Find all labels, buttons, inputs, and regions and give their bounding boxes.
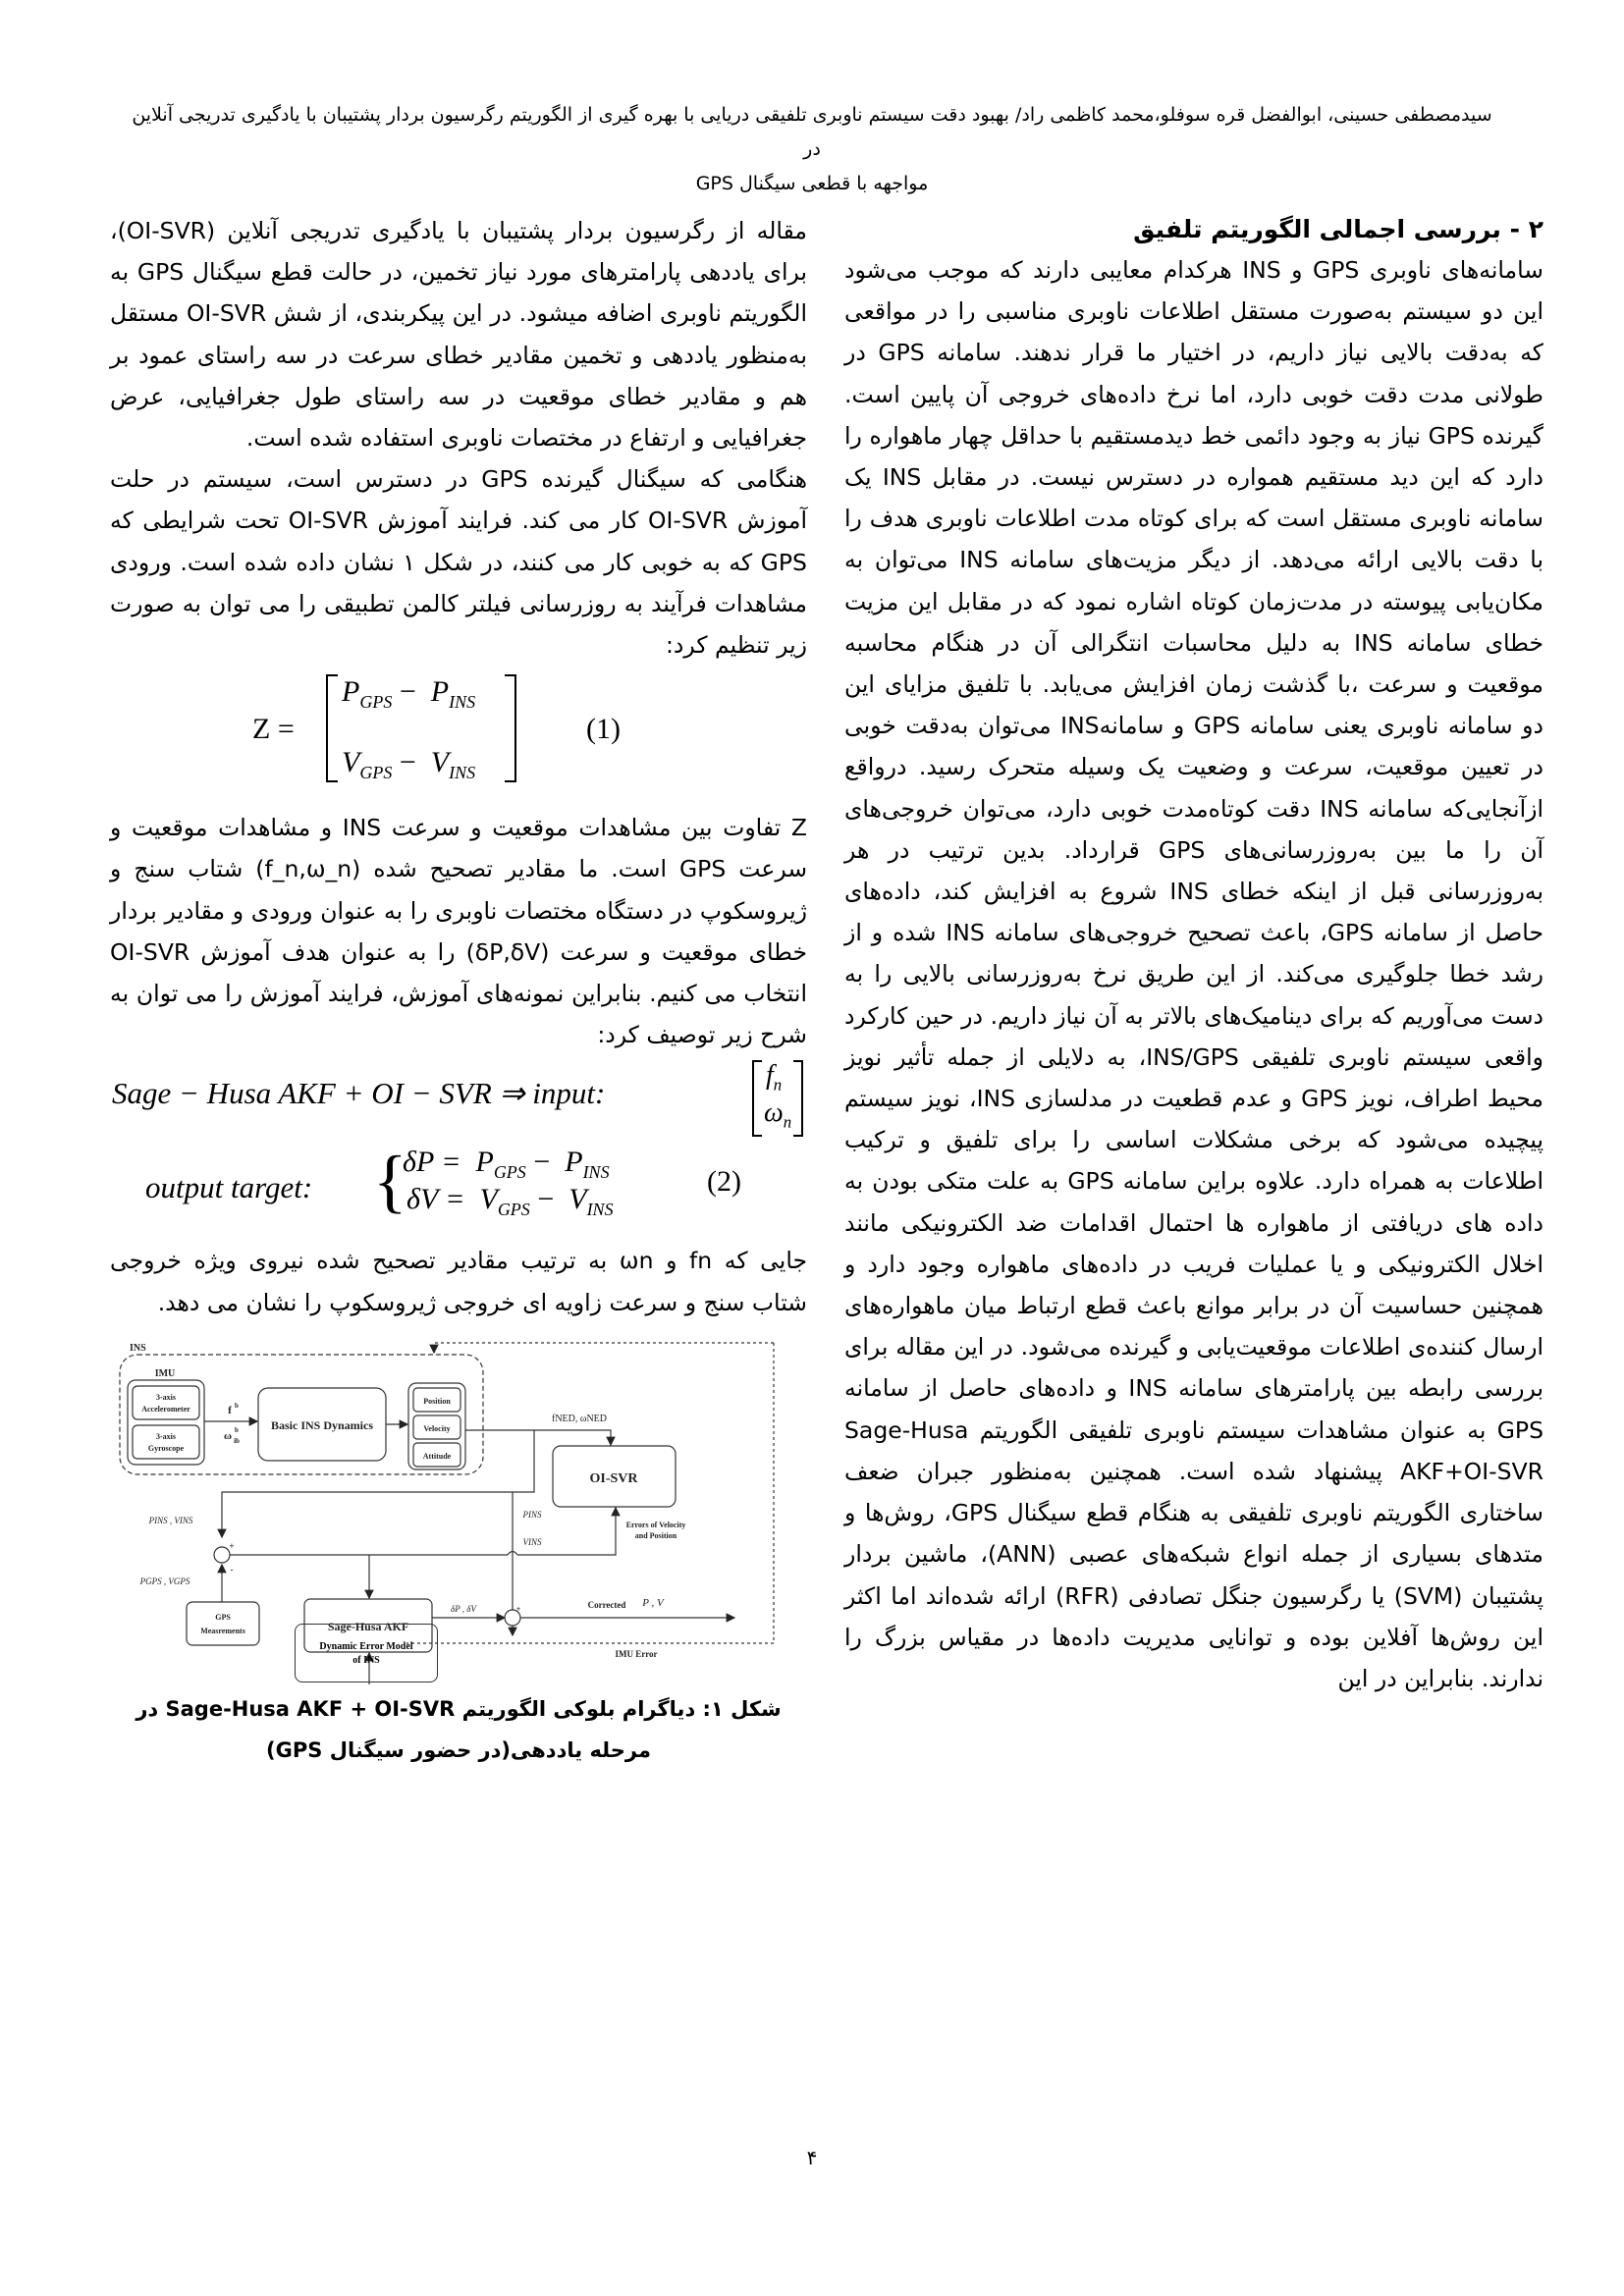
equation-1 bbox=[110, 669, 807, 785]
dynamic-error-model-box bbox=[295, 1624, 438, 1682]
label-accel-2: Accelerometer bbox=[141, 1404, 190, 1414]
eq1-row1-a: P bbox=[342, 675, 360, 709]
label-wib-sub: ib bbox=[234, 1436, 240, 1445]
eq1-row1-b-sub: INS bbox=[449, 692, 476, 713]
eq1-row2-a: V bbox=[342, 746, 360, 779]
figure-caption bbox=[110, 1688, 807, 1771]
eq2-input-f-sub: n bbox=[773, 1076, 783, 1095]
eq2-input-right-bracket bbox=[791, 1059, 805, 1138]
label-fned: fNED, ωNED bbox=[551, 1413, 608, 1424]
eq2-input-f: f bbox=[766, 1060, 774, 1092]
label-corrected: Corrected bbox=[587, 1599, 626, 1610]
errors-line bbox=[230, 1508, 616, 1555]
eq2-dv-b: V bbox=[568, 1183, 587, 1216]
eq1-right-bracket bbox=[503, 673, 518, 783]
imu-error-feedback-line bbox=[406, 1343, 774, 1643]
label-wib-sup: b bbox=[235, 1425, 239, 1434]
eq2-dv-line bbox=[406, 1179, 614, 1230]
eq1-lhs: Z = bbox=[252, 713, 295, 746]
label-vins: VINS bbox=[522, 1536, 542, 1547]
gps-measurements-box bbox=[187, 1602, 259, 1645]
right-column bbox=[844, 210, 1543, 1699]
eq1-row1-a-sub: GPS bbox=[359, 692, 393, 713]
eq2-dp-b: P bbox=[565, 1146, 583, 1179]
label-pgps-vgps: PGPS , VGPS bbox=[139, 1575, 190, 1586]
eq2-number: (2) bbox=[707, 1165, 741, 1199]
label-dyn-err-2: of INS bbox=[352, 1654, 380, 1666]
accelerometer-box bbox=[133, 1386, 199, 1419]
label-plus-1: + bbox=[229, 1540, 235, 1551]
body-paragraph: سامانه‌های ناوبری GPS و INS هرکدام معایبی دارند که موجب می‌شود این دو سیستم به‌صورت مستقل اطلاعات ناوبری مناسبی را در مواقعی که به‌دقت بالایی نیاز داریم، در اختیار ما قرار ندهند. سامانه GPS در طولانی مدت دقت خوبی دارد، اما نرخ داده‌های خروجی آن پایین است. گیرنده GPS نیاز به وجود دائمی خط دیدمستقیم با حداقل چهار ماهواره را دارد که این دید مستقیم همواره در دسترس نیست. در مقابل INS یک سامانه ناوبری مستقل است که برای کوتاه مدت اطلاعات ناوبری هدف را با دقت بالایی ارائه می‌دهد. از دیگر مزیت‌های سامانه INS می‌توان به مکان‌یابی پیوسته در مدت‌زمان کوتاه اشاره نمود که در مقابل این مزیت خطای سامانه INS به دلیل محاسبات انتگرالی آن در هنگام محاسبه موقعیت و سرعت ،با گذشت زمان افزایش می‌یابد. با تلفیق مزایای این دو سامانه ناوبری یعنی سامانه GPS و سامانهINS می‌توان به‌دقت خوبی در تعیین موقعیت، سرعت و وضعیت یک وسیله متحرک رسید. درواقع ازآنجایی‌که سامانه INS دقت کوتاه‌مدت خوبی دارد، می‌توان خروجی‌های آن را ما بین به‌روزرسانی‌های GPS قرارداد. بدین ترتیب در هر به‌روزرسانی قبل از اینکه خطای INS شروع به افزایش کند، داده‌های حاصل از سامانه GPS، باعث تصحیح خروجی‌های سامانه INS شده و از رشد خطا جلوگیری می‌کند. از این طریق نرخ به‌روزرسانی بالایی را به دست می‌آوریم که برای دینامیک‌های بالاتر به آن نیاز داریم. در حین کارکرد واقعی سیستم ناوبری تلفیقی INS/GPS، به دلایلی از جمله تأثیر نویز محیط اطراف، نویز GPS و عدم قطعیت در مدلسازی INS، نویز سیستم پیچیده می‌شود که برخی مشکلات اساسی را برای تلفیق و ترکیب اطلاعات به همراه دارد. علاوه براین سامانه GPS به علت متکی بودن به داده های دریافتی از ماهواره ها احتمال اقدامات ضد الکترونیکی مانند اخلال الکترونیکی و یا عملیات فریب در داده‌های ماهواره وجود دارد و همچنین حساسیت آن در برابر موانع باعث قطع ارتباط میان ماهواره‌های ارسال کننده‌ی اطلاعات موقعیت‌یابی و گیرنده می‌شود. در این مقاله برای بررسی رابطه بین پارامترهای سامانه INS و داده‌های حاصل از سامانه GPS به عنوان مشاهدات سیستم ناوبری تلفیقی الگوریتم Sage-Husa AKF+OI-SVR پیشنهاد شده است. همچنین به‌منظور جبران ضعف ساختاری الگوریتم ناوبری تلفیقی به هنگام قطع سیگنال GPS، روش‌ها و متدهای بسیاری از جمله انواع شبکه‌های عصبی (ANN)، ماشین بردار پشتیبان (SVM) یا رگرسیون جنگل تصادفی (RFR) ارائه شده‌اند اما اکثر این روش‌ها آفلاین بوده و توانایی مدیریت داده‌ها در مقیاس بزرگ را ندارند. بنابراین در این bbox=[844, 256, 1544, 1692]
label-wib: ω bbox=[223, 1429, 233, 1442]
running-header bbox=[128, 98, 1496, 201]
body-paragraph-4: جایی که fn و ωn به ترتیب مقادیر تصحیح شده نیروی ویژه خروجی شتاب سنج و سرعت زاویه ای خروجی ژیروسکوپ را نشان می دهد. bbox=[110, 1247, 807, 1316]
label-imu-error: IMU Error bbox=[615, 1648, 658, 1659]
equation-2 bbox=[110, 1057, 807, 1240]
pva-to-oisvr-arrow bbox=[465, 1430, 611, 1445]
label-imu: IMU bbox=[154, 1367, 176, 1379]
label-fb: f bbox=[228, 1404, 232, 1416]
label-sage-husa: Sage-Husa AKF bbox=[327, 1619, 409, 1633]
eq1-row1-op: − bbox=[399, 675, 416, 709]
eq2-dp-op: − bbox=[533, 1146, 551, 1179]
eq2-dp-a-sub: GPS bbox=[493, 1162, 526, 1183]
eq1-row2-a-sub: GPS bbox=[359, 763, 393, 783]
eq2-dv-a: V bbox=[479, 1183, 498, 1216]
eq1-row2-op: − bbox=[399, 746, 416, 779]
eq2-input-bottom bbox=[764, 1093, 791, 1144]
label-accel-1: 3-axis bbox=[156, 1392, 176, 1402]
body-paragraph-2: هنگامی که سیگنال گیرنده GPS در دسترس است، سیستم در حلت آموزش OI-SVR کار می کند. فرایند آموزش OI-SVR تحت شرایطی که GPS که به خوبی کار می کنند، در شکل ۱ نشان داده شده است. ورودی مشاهدات فرآیند به روزرسانی فیلتر کالمن تطبیقی را می توان به صورت زیر تنظیم کرد: bbox=[110, 465, 808, 660]
label-velocity: Velocity bbox=[423, 1423, 451, 1433]
gyroscope-box bbox=[133, 1425, 199, 1459]
eq2-dv-b-sub: INS bbox=[586, 1200, 614, 1220]
block-diagram-svg bbox=[110, 1341, 807, 1684]
eq1-number: (1) bbox=[586, 713, 621, 746]
running-header-line1: سیدمصطفی حسینی، ابوالفضل قره سوفلو،محمد کاظمی راد/ بهبود دقت سیستم ناوبری تلفیقی دریایی با بهره گیری از الگوریتم رگرسیون بردار پشتیبان با یادگیری تدریجی آنلاین در bbox=[132, 104, 1492, 160]
figure-caption-line2: مرحله یاددهی(در حضور سیگنال GPS) bbox=[266, 1737, 651, 1762]
eq2-input-omega: ω bbox=[764, 1097, 784, 1129]
eq2-dp-b-sub: INS bbox=[582, 1162, 610, 1183]
eq2-dp-lhs: δP = bbox=[403, 1146, 461, 1179]
label-fb-sup: b bbox=[235, 1401, 239, 1410]
pins-vins-line bbox=[222, 1430, 534, 1537]
running-header-line2: مواجهه با قطعی سیگنال GPS bbox=[695, 173, 929, 194]
label-ins: INS bbox=[130, 1342, 146, 1354]
eq2-dv-lhs: δV = bbox=[406, 1183, 465, 1216]
eq2-dv-op: − bbox=[537, 1183, 555, 1216]
body-paragraph-3: Z تفاوت بین مشاهدات موقعیت و سرعت INS و مشاهدات موقعیت و سرعت GPS است. ما مقادیر تصحیح شده (f_n,ω_n) شتاب سنج و ژیروسکوپ در دستگاه مختصات ناوبری را به عنوان ورودی و مقادیر بردار خطای موقعیت و سرعت (δP,δV) را به عنوان هدف آموزش OI-SVR انتخاب می کنیم. بنابراین نمونه‌های آموزش، فرایند آموزش را می توان به شرح زیر توصیف کرد: bbox=[110, 814, 808, 1049]
eq2-dp-a: P bbox=[475, 1146, 494, 1179]
figure-caption-line1: شکل ۱: دیاگرام بلوکی الگوریتم Sage-Husa AKF + OI-SVR در bbox=[135, 1696, 782, 1721]
label-errors-2: and Position bbox=[634, 1530, 677, 1540]
label-basic-ins: Basic INS Dynamics bbox=[270, 1417, 374, 1432]
label-errors-1: Errors of Velocity bbox=[625, 1520, 686, 1529]
label-plus-2: + bbox=[515, 1604, 521, 1614]
eq2-line1: Sage − Husa AKF + OI − SVR ⇒ input: bbox=[112, 1076, 606, 1111]
eq1-left-bracket bbox=[324, 673, 340, 783]
label-gps-meas-2: Measrements bbox=[200, 1626, 245, 1635]
left-column bbox=[110, 210, 807, 1771]
eq2-input-left-bracket bbox=[750, 1059, 764, 1138]
eq1-row2-b: V bbox=[430, 746, 450, 779]
eq2-output-label: output target: bbox=[145, 1170, 313, 1205]
eq1-row1 bbox=[342, 671, 475, 722]
body-paragraph-1: مقاله از رگرسیون بردار پشتیبان با یادگیری تدریجی آنلاین (OI-SVR)، برای یاددهی پارامترهای مورد نیاز تخمین، در حالت قطع سیگنال GPS به الگوریتم ناوبری اضافه میشود. در این پیکربندی، از شش OI-SVR مستقل به‌منظور یاددهی و تخمین مقادیر خطای سرعت در سه راستای عمود بر هم و مقادیر خطای موقعیت در سه راستای طول جغرافیایی، عرض جغرافیایی و ارتفاع در مختصات ناوبری استفاده شده است. bbox=[110, 217, 807, 453]
label-pins-vins: PINS , VINS bbox=[148, 1515, 193, 1525]
eq2-input-omega-sub: n bbox=[783, 1113, 792, 1133]
page-number: ۴ bbox=[806, 2146, 818, 2169]
label-dp-dv: δP , δV bbox=[451, 1603, 476, 1614]
eq1-row2 bbox=[342, 742, 475, 793]
label-gyro-1: 3-axis bbox=[156, 1431, 176, 1441]
label-oisvr: OI-SVR bbox=[589, 1470, 638, 1486]
label-gyro-2: Gyroscope bbox=[147, 1443, 185, 1453]
summing-junction-1 bbox=[214, 1547, 230, 1563]
eq2-dv-a-sub: GPS bbox=[497, 1200, 530, 1220]
section-title: ۲ - بررسی اجمالی الگوریتم تلفیق bbox=[1133, 215, 1543, 243]
label-pins: PINS bbox=[522, 1509, 542, 1520]
eq2-brace: { bbox=[373, 1142, 407, 1221]
label-minus-1: - bbox=[230, 1564, 234, 1575]
label-dyn-err-1: Dynamic Error Model bbox=[319, 1640, 413, 1652]
label-position: Position bbox=[423, 1396, 451, 1406]
eq1-row2-b-sub: INS bbox=[449, 763, 476, 783]
eq1-row1-b: P bbox=[430, 675, 450, 709]
figure-1-block-diagram bbox=[110, 1341, 807, 1684]
label-attitude: Attitude bbox=[422, 1451, 452, 1461]
imu-error-feedback-top bbox=[434, 1343, 774, 1353]
label-gps-meas-1: GPS bbox=[215, 1612, 231, 1622]
label-corrected-pv: P , V bbox=[642, 1596, 664, 1609]
